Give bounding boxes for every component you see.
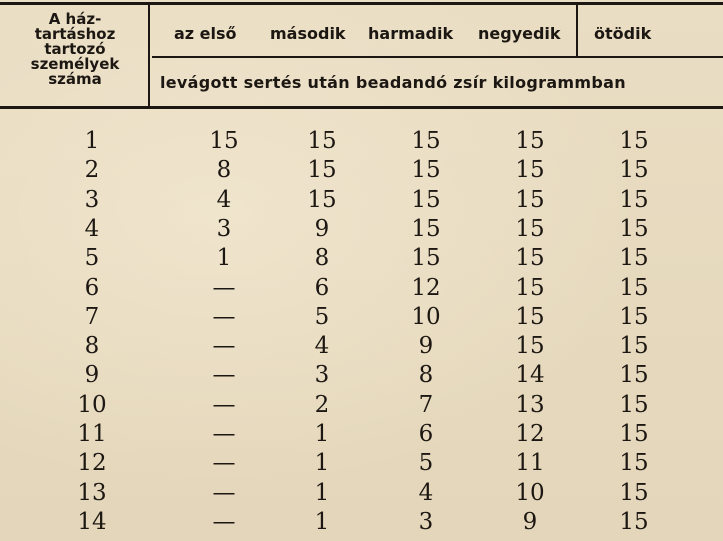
row-value: 15	[411, 245, 441, 272]
row-value: 15	[619, 128, 649, 154]
row-value: 15	[619, 421, 649, 447]
row-value: 8	[216, 157, 232, 184]
row-value: 1	[314, 508, 330, 535]
top-rule	[0, 2, 723, 5]
row-value: 15	[209, 128, 239, 154]
row-value: 3	[314, 362, 330, 389]
row-household-size: 8	[84, 333, 100, 360]
row-household-size: 10	[77, 391, 107, 418]
household-size-header	[6, 12, 144, 87]
row-value: 15	[307, 186, 337, 213]
header-first: az első	[174, 24, 237, 43]
row-value: 9	[418, 333, 434, 360]
header-bottom-rule	[0, 106, 723, 109]
row-value: 2	[314, 391, 330, 418]
header-third: harmadik	[368, 24, 454, 43]
row-value: 1	[314, 479, 330, 506]
row-value: 15	[515, 215, 545, 242]
table-row	[0, 127, 723, 157]
table-row	[0, 186, 723, 216]
table-row	[0, 420, 723, 450]
header-line: tartáshoz	[34, 25, 116, 43]
row-value: 15	[411, 215, 441, 242]
row-value: 3	[418, 508, 434, 535]
table-row	[0, 274, 723, 304]
header-line: A ház-	[48, 10, 102, 28]
row-value: 15	[515, 128, 545, 154]
column-divider	[148, 4, 150, 108]
row-value: 15	[307, 128, 337, 154]
row-household-size: 4	[84, 215, 100, 242]
row-value: 1	[216, 245, 232, 272]
header-subheading: levágott sertés után beadandó zsír kilogrammban	[160, 73, 626, 92]
row-value: 15	[619, 157, 649, 184]
row-value: 6	[314, 274, 330, 301]
row-value: 15	[619, 479, 649, 506]
row-value: 15	[619, 245, 649, 272]
header-fourth: negyedik	[478, 24, 561, 43]
row-value: 15	[619, 450, 649, 477]
row-value: —	[212, 303, 236, 330]
table-row	[0, 449, 723, 479]
row-value: 12	[411, 274, 441, 301]
table-row	[0, 303, 723, 333]
row-value: 15	[619, 186, 649, 213]
row-value: —	[212, 508, 236, 535]
row-value: 15	[307, 157, 337, 184]
row-household-size: 13	[77, 479, 107, 506]
row-value: 10	[411, 303, 441, 330]
row-value: 1	[314, 450, 330, 477]
row-household-size: 6	[84, 274, 100, 301]
row-value: 11	[515, 450, 545, 477]
row-value: 1	[314, 421, 330, 447]
row-household-size: 2	[84, 157, 100, 184]
row-household-size: 3	[84, 186, 100, 213]
table-row	[0, 244, 723, 274]
table-row	[0, 391, 723, 421]
row-value: —	[212, 421, 236, 447]
row-value: 15	[515, 333, 545, 360]
column-divider	[576, 4, 578, 56]
row-value: 15	[411, 157, 441, 184]
row-household-size: 1	[84, 128, 100, 154]
table-row	[0, 156, 723, 186]
row-value: 7	[418, 391, 434, 418]
row-value: 4	[314, 333, 330, 360]
row-value: 15	[515, 245, 545, 272]
header-fifth: ötödik	[594, 24, 652, 43]
row-value: 15	[515, 157, 545, 184]
row-value: 15	[619, 215, 649, 242]
row-value: 8	[418, 362, 434, 389]
row-value: —	[212, 274, 236, 301]
row-household-size: 7	[84, 303, 100, 330]
row-household-size: 12	[77, 450, 107, 477]
row-value: 15	[619, 391, 649, 418]
header-second: második	[270, 24, 346, 43]
row-value: 15	[619, 362, 649, 389]
row-household-size: 9	[84, 362, 100, 389]
table-row	[0, 215, 723, 245]
row-value: 15	[515, 186, 545, 213]
row-value: 8	[314, 245, 330, 272]
row-value: 14	[515, 362, 545, 389]
row-value: 15	[619, 274, 649, 301]
row-value: 15	[619, 333, 649, 360]
table-row	[0, 332, 723, 362]
row-household-size: 14	[77, 508, 107, 535]
row-value: —	[212, 450, 236, 477]
row-household-size: 11	[77, 421, 107, 447]
row-value: —	[212, 479, 236, 506]
table-row	[0, 361, 723, 391]
row-value: 15	[619, 303, 649, 330]
row-value: 15	[619, 508, 649, 535]
row-value: 3	[216, 215, 232, 242]
row-value: 15	[515, 303, 545, 330]
table-row	[0, 508, 723, 538]
row-household-size: 5	[84, 245, 100, 272]
table-row	[0, 479, 723, 509]
header-line: tartozó	[44, 40, 106, 58]
row-value: 4	[216, 186, 232, 213]
header-line: személyek	[30, 55, 120, 73]
row-value: 15	[411, 128, 441, 154]
header-line: száma	[48, 70, 102, 88]
row-value: 15	[515, 274, 545, 301]
header-mid-rule	[152, 56, 723, 58]
row-value: —	[212, 362, 236, 389]
row-value: —	[212, 333, 236, 360]
row-value: 5	[314, 303, 330, 330]
row-value: 13	[515, 391, 545, 418]
row-value: 9	[314, 215, 330, 242]
row-value: —	[212, 391, 236, 418]
row-value: 5	[418, 450, 434, 477]
row-value: 9	[522, 508, 538, 535]
row-value: 12	[515, 421, 545, 447]
row-value: 6	[418, 421, 434, 447]
row-value: 15	[411, 186, 441, 213]
row-value: 10	[515, 479, 545, 506]
row-value: 4	[418, 479, 434, 506]
